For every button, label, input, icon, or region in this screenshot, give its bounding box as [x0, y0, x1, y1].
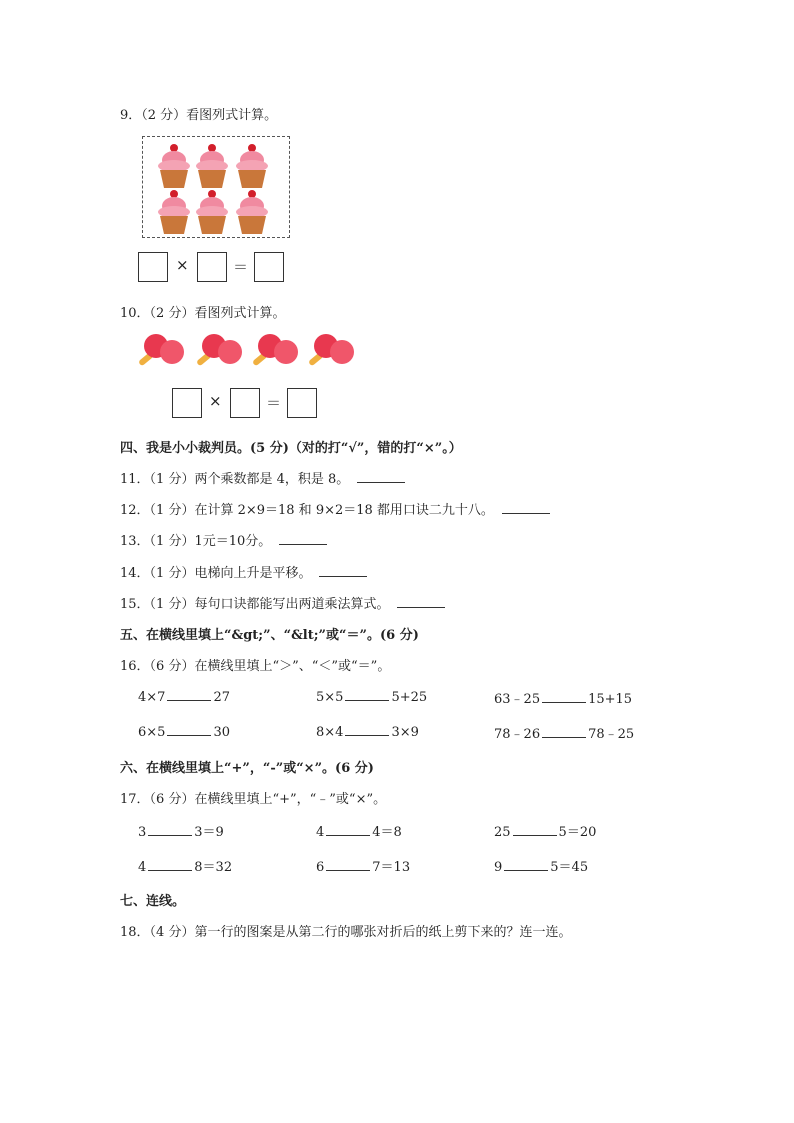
- expr-left: 78﹣26: [494, 727, 541, 742]
- expr-right: 15+15: [588, 692, 633, 707]
- expr-right: 5＝20: [558, 825, 597, 840]
- q10-answer-box-3[interactable]: [287, 388, 317, 418]
- expr-left: 25: [494, 825, 511, 840]
- expr-left: 4×7: [138, 690, 166, 705]
- expr-right: 5＝45: [550, 860, 589, 875]
- cupcake-icon: [232, 142, 272, 190]
- cupcake-icon: [192, 142, 232, 190]
- section4-title: 四、我是小小裁判员。(5 分)（对的打“√”，错的打“×”。）: [120, 441, 462, 456]
- cupcake-icon: [232, 188, 272, 236]
- expr-left: 4: [138, 860, 147, 875]
- q13-answer-blank[interactable]: [279, 532, 327, 545]
- compare-item: [138, 723, 230, 740]
- operator-item: [138, 821, 224, 840]
- q15: [120, 593, 445, 612]
- answer-blank[interactable]: [542, 690, 586, 703]
- times-sign: ×: [176, 256, 189, 274]
- expr-right: 8＝32: [194, 860, 233, 875]
- expr-left: 6: [316, 860, 325, 875]
- operator-item: [494, 821, 596, 840]
- expr-right: 78﹣25: [588, 727, 635, 742]
- q15-text: 15．（1 分）每句口诀都能写出两道乘法算式。: [120, 597, 390, 612]
- expr-left: 9: [494, 860, 503, 875]
- equals-sign: ＝: [233, 258, 249, 276]
- section6-title: 六、在横线里填上“+”，“-”或“×”。(6 分): [120, 761, 374, 776]
- compare-item: [316, 688, 427, 705]
- expr-right: 3＝9: [194, 825, 224, 840]
- cupcake-icon: [154, 142, 194, 190]
- answer-blank[interactable]: [504, 858, 548, 871]
- answer-blank[interactable]: [542, 725, 586, 738]
- q18-text: 18．（4 分）第一行的图案是从第二行的哪张对折后的纸上剪下来的？连一连。: [120, 925, 572, 940]
- ping-pong-paddle-icon: [136, 332, 186, 368]
- q9-text: 9．（2 分）看图列式计算。: [120, 108, 278, 123]
- q10-answer-box-1[interactable]: [172, 388, 202, 418]
- operator-item: [316, 856, 410, 875]
- answer-blank[interactable]: [148, 823, 192, 836]
- q16-text: 16．（6 分）在横线里填上“＞”、“＜”或“＝”。: [120, 659, 391, 674]
- operator-item: [138, 856, 232, 875]
- cupcake-icon: [154, 188, 194, 236]
- answer-blank[interactable]: [345, 723, 389, 736]
- q10-text: 10．（2 分）看图列式计算。: [120, 306, 286, 321]
- q12: [120, 499, 550, 518]
- q9-answer-box-2[interactable]: [197, 252, 227, 282]
- q13-text: 13．（1 分）1元＝10分。: [120, 534, 272, 549]
- ping-pong-paddle-icon: [194, 332, 244, 368]
- q11: [120, 468, 405, 487]
- section7-title: 七、连线。: [120, 894, 186, 909]
- answer-blank[interactable]: [326, 823, 370, 836]
- q13: [120, 530, 327, 549]
- section5-title: 五、在横线里填上“&gt;”、“&lt;”或“＝”。(6 分): [120, 628, 419, 643]
- compare-item: [138, 688, 230, 705]
- q11-answer-blank[interactable]: [357, 470, 405, 483]
- q14-text: 14．（1 分）电梯向上升是平移。: [120, 566, 312, 581]
- expr-left: 5×5: [316, 690, 344, 705]
- answer-blank[interactable]: [167, 688, 211, 701]
- operator-item: [494, 856, 588, 875]
- ping-pong-paddle-icon: [250, 332, 300, 368]
- q11-text: 11．（1 分）两个乘数都是 4，积是 8。: [120, 472, 350, 487]
- q12-answer-blank[interactable]: [502, 501, 550, 514]
- expr-left: 8×4: [316, 725, 344, 740]
- q15-answer-blank[interactable]: [397, 595, 445, 608]
- compare-item: [316, 723, 419, 740]
- expr-left: 4: [316, 825, 325, 840]
- expr-right: 3×9: [391, 725, 419, 740]
- q9-answer-box-1[interactable]: [138, 252, 168, 282]
- expr-right: 5+25: [391, 690, 428, 705]
- equals-sign: ＝: [266, 394, 282, 412]
- q9-answer-box-3[interactable]: [254, 252, 284, 282]
- ping-pong-paddle-icon: [306, 332, 356, 368]
- q14-answer-blank[interactable]: [319, 564, 367, 577]
- q12-text: 12．（1 分）在计算 2×9＝18 和 9×2＝18 都用口诀二九十八。: [120, 503, 494, 518]
- compare-item: [494, 688, 632, 707]
- expr-left: 6×5: [138, 725, 166, 740]
- operator-item: [316, 821, 402, 840]
- answer-blank[interactable]: [345, 688, 389, 701]
- expr-right: 30: [213, 725, 230, 740]
- answer-blank[interactable]: [326, 858, 370, 871]
- q17-text: 17．（6 分）在横线里填上“+”，“﹣”或“×”。: [120, 792, 387, 807]
- expr-right: 27: [213, 690, 230, 705]
- times-sign: ×: [209, 392, 222, 410]
- expr-right: 4＝8: [372, 825, 402, 840]
- q10-answer-box-2[interactable]: [230, 388, 260, 418]
- expr-left: 63﹣25: [494, 692, 541, 707]
- compare-item: [494, 723, 634, 742]
- answer-blank[interactable]: [148, 858, 192, 871]
- expr-right: 7＝13: [372, 860, 411, 875]
- answer-blank[interactable]: [513, 823, 557, 836]
- cupcake-icon: [192, 188, 232, 236]
- q14: [120, 562, 367, 581]
- expr-left: 3: [138, 825, 147, 840]
- answer-blank[interactable]: [167, 723, 211, 736]
